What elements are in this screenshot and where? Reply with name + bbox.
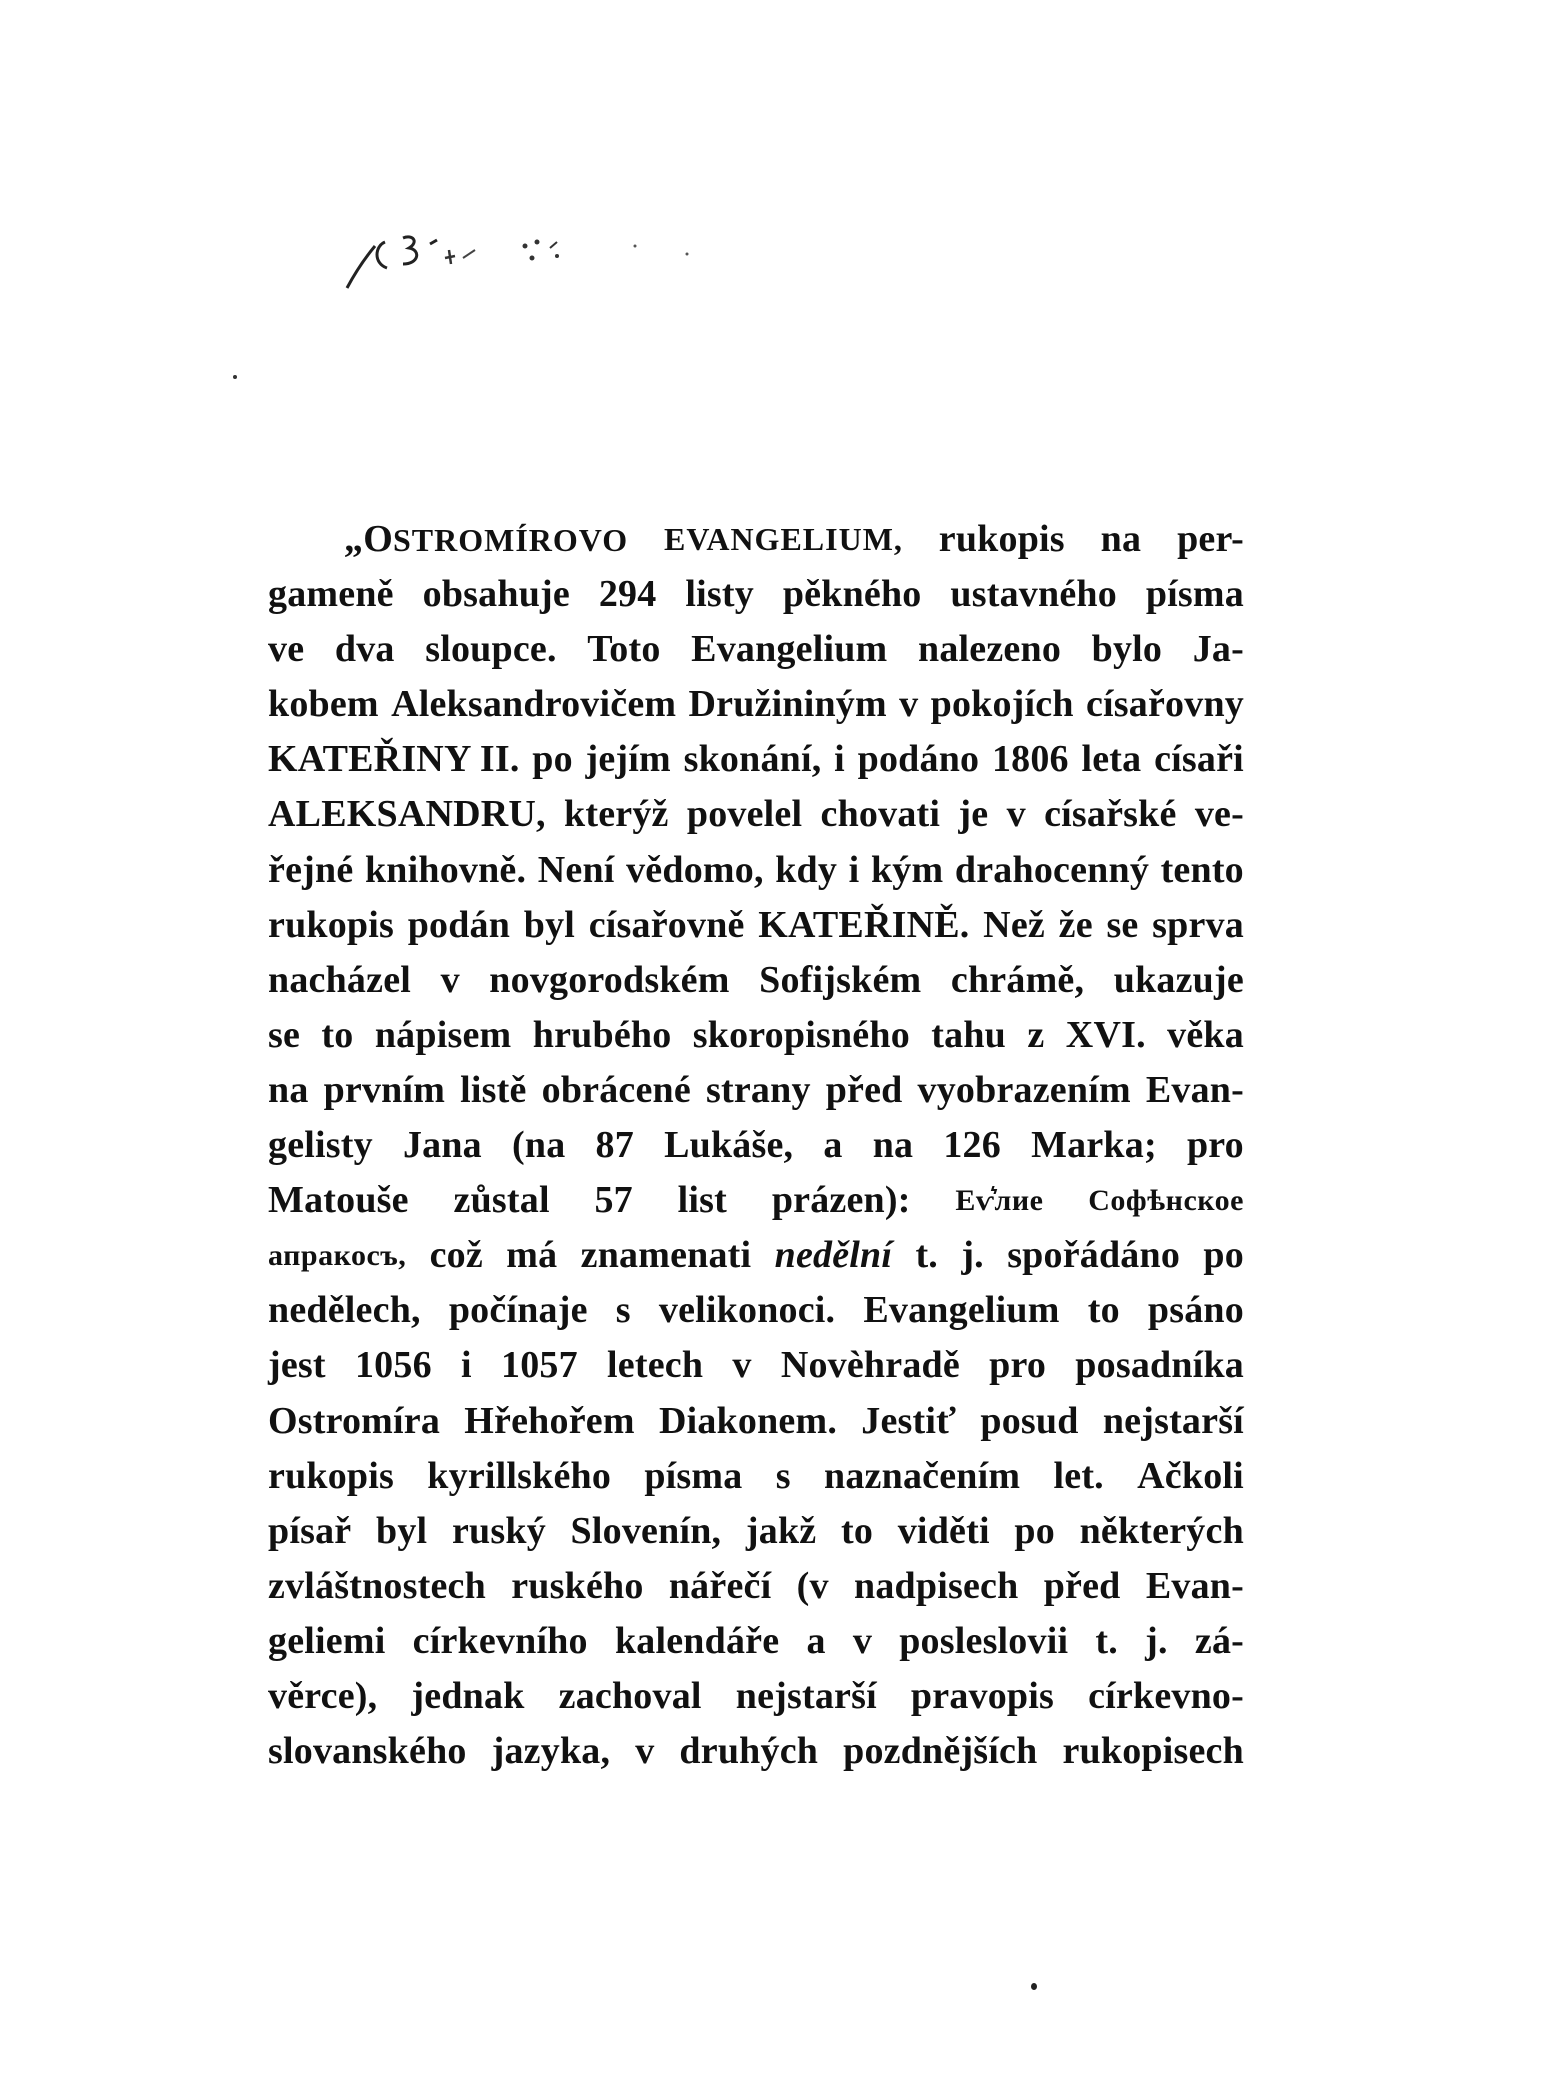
text-line: řejné knihovně. Není vědomo, kdy i kým drahocenný tento — [268, 848, 1244, 891]
main-paragraph — [268, 512, 1244, 1779]
page-speck — [233, 375, 237, 379]
text-line: ALEKSANDRU, kterýž povelel chovati je v císařské ve- — [268, 793, 1244, 836]
handwritten-annotation — [345, 228, 765, 298]
text-line: geliemi církevního kalendáře a v posleslovii t. j. zá- — [268, 1619, 1244, 1662]
church-slavonic-text: апракосъ, — [268, 1239, 407, 1273]
text-line: „OSTROMÍROVO EVANGELIUM, rukopis na per- — [344, 518, 1244, 560]
text-line: rukopis podán byl císařovně KATEŘINĚ. Než že se sprva — [268, 903, 1244, 946]
text-line: kobem Aleksandrovičem Družininým v pokojích císařovny — [268, 683, 1244, 726]
text-line: Ostromíra Hřehořem Diakonem. Jestiť posud nejstarší — [268, 1399, 1244, 1442]
text-line: nedělech, počínaje s velikonoci. Evangelium to psáno — [268, 1289, 1244, 1332]
text-line: se to nápisem hrubého skoropisného tahu z XVI. věka — [268, 1013, 1244, 1056]
text-line: gelisty Jana (na 87 Lukáše, a na 126 Marka; pro — [268, 1124, 1244, 1167]
text-line: gameně obsahuje 294 listy pěkného ustavného písma — [268, 573, 1244, 616]
text-line: ve dva sloupce. Toto Evangelium nalezeno bylo Ja- — [268, 628, 1244, 671]
text-line: slovanského jazyka, v druhých pozdnějších rukopisech — [268, 1730, 1244, 1773]
text-line: věrce), jednak zachoval nejstarší pravopis církevno- — [268, 1674, 1244, 1717]
italic-emphasis: nedělní — [774, 1234, 893, 1277]
church-slavonic-text: Еѵ͛лие — [955, 1184, 1044, 1218]
church-slavonic-text: Софѣнское — [1088, 1184, 1244, 1218]
text-line: KATEŘINY II. po jejím skonání, i podáno 1806 leta císaři — [268, 738, 1244, 781]
text-line: апракосъ, což má znamenati nedělní t. j. spořádáno po — [268, 1228, 1244, 1283]
text-line: písař byl ruský Slovenín, jakž to viděti po některých — [268, 1509, 1244, 1552]
text-line: na prvním listě obrácené strany před vyobrazením Evan- — [268, 1068, 1244, 1111]
text-line: Matouše zůstal 57 list prázen): Еѵ͛лие Софѣнское — [268, 1173, 1244, 1228]
text-line: jest 1056 i 1057 letech v Novèhradě pro posadníka — [268, 1344, 1244, 1387]
text-line: rukopis kyrillského písma s naznačením let. Ačkoli — [268, 1454, 1244, 1497]
text-line: nacházel v novgorodském Sofijském chrámě, ukazuje — [268, 958, 1244, 1001]
page-speck — [1031, 1983, 1037, 1990]
text-line: zvláštnostech ruského nářečí (v nadpisech před Evan- — [268, 1564, 1244, 1607]
